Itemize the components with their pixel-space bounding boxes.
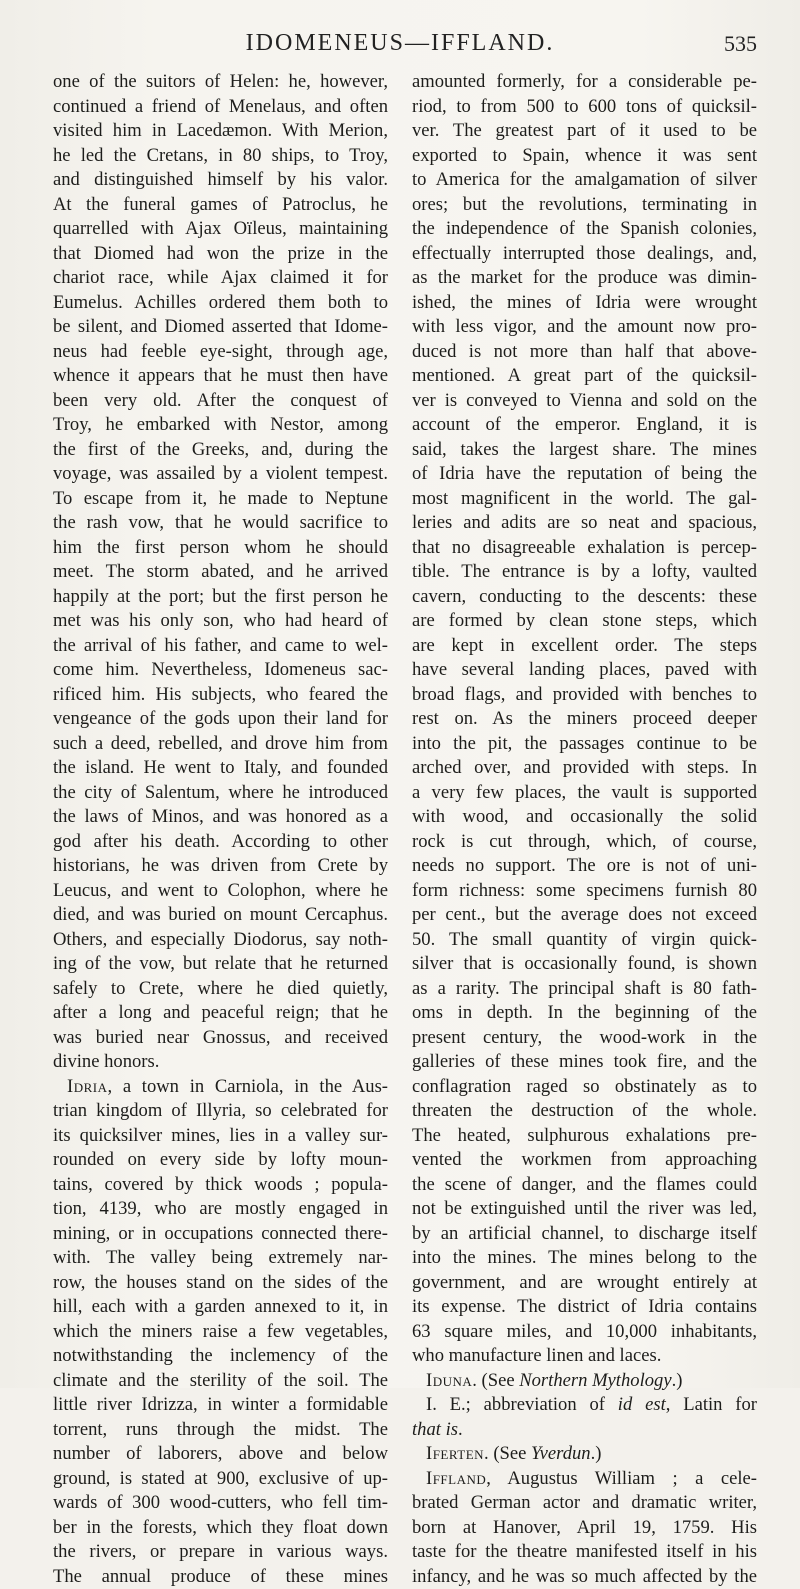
text-line: into the pit, the passages continue to be: [412, 732, 757, 757]
text-line: ished, the mines of Idria were wrought: [412, 291, 757, 316]
text-line: tible. The entrance is by a lofty, vaulted: [412, 560, 757, 585]
text-line: Others, and especially Diodorus, say noth-: [53, 928, 388, 953]
text-line: To escape from it, he made to Neptune: [53, 487, 388, 512]
text-line: such a deed, rebelled, and drove him from: [53, 732, 388, 757]
text-line: climate and the sterility of the soil. The: [53, 1369, 388, 1394]
text-line: by an artificial channel, to discharge itself: [412, 1222, 757, 1247]
text-line: 50. The small quantity of virgin quick-: [412, 928, 757, 953]
text-line: met was his only son, who had heard of: [53, 609, 388, 634]
text-line: oms in depth. In the beginning of the: [412, 1001, 757, 1026]
text-line: and distinguished himself by his valor.: [53, 168, 388, 193]
text-line: mentioned. A great part of the quicksil-: [412, 364, 757, 389]
text-line: effectually interrupted those dealings, and,: [412, 242, 757, 267]
left-column: [53, 70, 388, 1589]
text-line: been very old. After the conquest of: [53, 389, 388, 414]
text-line: was buried near Gnossus, and received: [53, 1026, 388, 1051]
text-line: mining, or in occupations connected there-: [53, 1222, 388, 1247]
text-line: 63 square miles, and 10,000 inhabitants,: [412, 1320, 757, 1345]
text-line: arched over, and provided with steps. In: [412, 756, 757, 781]
text-line: after a long and peaceful reign; that he: [53, 1001, 388, 1026]
text-line: form richness: some specimens furnish 80: [412, 879, 757, 904]
page-number: 535: [724, 31, 757, 57]
text-line: rest on. As the miners proceed deeper: [412, 707, 757, 732]
text-line: duced is not more than half that above-: [412, 340, 757, 365]
text-line: riod, to from 500 to 600 tons of quicksil-: [412, 95, 757, 120]
text-line: the arrival of his father, and came to wel-: [53, 634, 388, 659]
iffland-headword: Iffland: [426, 1468, 486, 1489]
text-line: rock is cut through, which, of course,: [412, 830, 757, 855]
text-line: ores; but the revolutions, terminating in: [412, 193, 757, 218]
text-line: broad flags, and provided with benches to: [412, 683, 757, 708]
text-line: with less vigor, and the amount now pro-: [412, 315, 757, 340]
text-line: the island. He went to Italy, and founded: [53, 756, 388, 781]
text-line: government, and are wrought entirely at: [412, 1271, 757, 1296]
text-line: the rash vow, that he would sacrifice to: [53, 511, 388, 536]
text-line: ber in the forests, which they float down: [53, 1516, 388, 1541]
text-line: one of the suitors of Helen: he, however,: [53, 70, 388, 95]
text-line: not be extinguished until the river was led,: [412, 1197, 757, 1222]
text-line: torrent, runs through the midst. The: [53, 1418, 388, 1443]
text-line: of Idria have the reputation of being the: [412, 462, 757, 487]
text-line: Eumelus. Achilles ordered them both to: [53, 291, 388, 316]
text-line: the first of the Greeks, and, during the: [53, 438, 388, 463]
text-line: vengeance of the gods upon their land for: [53, 707, 388, 732]
idria-entry: [53, 1075, 388, 1589]
text-line: quarrelled with Ajax Oïleus, maintaining: [53, 217, 388, 242]
text-line: into the mines. The mines belong to the: [412, 1246, 757, 1271]
ie-entry: I. E.; abbreviation of id est, Latin for: [412, 1393, 757, 1418]
text-line: him the first person whom he should: [53, 536, 388, 561]
iffland-first-line: Iffland, Augustus William ; a cele-: [412, 1467, 757, 1492]
text-line: cavern, conducting to the descents: these: [412, 585, 757, 610]
text-line: exported to Spain, whence it was sent: [412, 144, 757, 169]
idria-first-line: Idria, a town in Carniola, in the Aus-: [53, 1075, 388, 1100]
text-line: Leucus, and went to Colophon, where he: [53, 879, 388, 904]
text-line: with. The valley being extremely nar-: [53, 1246, 388, 1271]
text-line: divine honors.: [53, 1050, 388, 1075]
text-line: to America for the amalgamation of silver: [412, 168, 757, 193]
text-line: voyage, was assailed by a violent tempest.: [53, 462, 388, 487]
text-line: historians, he was driven from Crete by: [53, 854, 388, 879]
text-line: rounded on every side by lofty moun-: [53, 1148, 388, 1173]
text-line: silver that is occasionally found, is shown: [412, 952, 757, 977]
text-line: continued a friend of Menelaus, and often: [53, 95, 388, 120]
text-line: be silent, and Diomed asserted that Idome-: [53, 315, 388, 340]
text-line: have several landing places, paved with: [412, 658, 757, 683]
text-line: are kept in excellent order. The steps: [412, 634, 757, 659]
text-line: who manufacture linen and laces.: [412, 1344, 757, 1369]
text-line: needs no support. The ore is not of uni-: [412, 854, 757, 879]
text-line: tains, covered by thick woods ; popula-: [53, 1173, 388, 1198]
text-line: ing of the vow, but relate that he returned: [53, 952, 388, 977]
text-line: row, the houses stand on the sides of the: [53, 1271, 388, 1296]
ie-entry-continued: that is.: [412, 1418, 757, 1443]
right-column: [412, 70, 757, 1589]
text-line: ground, is stated at 900, exclusive of up-: [53, 1467, 388, 1492]
iferten-headword: Iferten: [426, 1443, 484, 1464]
idria-entry-continued: [412, 70, 757, 1369]
text-line: notwithstanding the inclemency of the: [53, 1344, 388, 1369]
text-line: are formed by clean stone steps, which: [412, 609, 757, 634]
text-line: meet. The storm abated, and he arrived: [53, 560, 388, 585]
text-line: the laws of Minos, and was honored as a: [53, 805, 388, 830]
text-line: The heated, sulphurous exhalations pre-: [412, 1124, 757, 1149]
text-line: the rivers, or prepare in various ways.: [53, 1540, 388, 1565]
text-line: brated German actor and dramatic writer,: [412, 1491, 757, 1516]
iduna-headword: Iduna: [426, 1370, 472, 1391]
text-line: said, takes the largest share. The mines: [412, 438, 757, 463]
text-line: chariot race, while Ajax claimed it for: [53, 266, 388, 291]
text-line: he led the Cretans, in 80 ships, to Troy,: [53, 144, 388, 169]
text-line: tion, 4139, who are mostly engaged in: [53, 1197, 388, 1222]
text-line: trian kingdom of Illyria, so celebrated for: [53, 1099, 388, 1124]
text-line: born at Hanover, April 19, 1759. His: [412, 1516, 757, 1541]
text-line: conflagration raged so obstinately as to: [412, 1075, 757, 1100]
text-line: god after his death. According to other: [53, 830, 388, 855]
text-line: come him. Nevertheless, Idomeneus sac-: [53, 658, 388, 683]
text-line: taste for the theatre manifested itself in his: [412, 1540, 757, 1565]
text-line: a very few places, the vault is supported: [412, 781, 757, 806]
text-line: amounted formerly, for a considerable pe-: [412, 70, 757, 95]
iferten-entry: Iferten. (See Yverdun.): [412, 1442, 757, 1467]
text-line: most magnificent in the world. The gal-: [412, 487, 757, 512]
text-line: account of the emperor. England, it is: [412, 413, 757, 438]
text-line: that no disagreeable exhalation is percep-: [412, 536, 757, 561]
text-line: its expense. The district of Idria contains: [412, 1295, 757, 1320]
text-line: neus had feeble eye-sight, through age,: [53, 340, 388, 365]
text-line: vented the workmen from approaching: [412, 1148, 757, 1173]
text-line: At the funeral games of Patroclus, he: [53, 193, 388, 218]
text-line: threaten the destruction of the whole.: [412, 1099, 757, 1124]
text-line: that Diomed had won the prize in the: [53, 242, 388, 267]
text-line: died, and was buried on mount Cercaphus.: [53, 903, 388, 928]
running-head: [0, 30, 800, 60]
text-line: rificed him. His subjects, who feared the: [53, 683, 388, 708]
text-line: with wood, and occasionally the solid: [412, 805, 757, 830]
text-line: as the market for the produce was dimin-: [412, 266, 757, 291]
text-line: its quicksilver mines, lies in a valley sur-: [53, 1124, 388, 1149]
text-line: leries and adits are so neat and spacious,: [412, 511, 757, 536]
text-line: Troy, he embarked with Nestor, among: [53, 413, 388, 438]
idomeneus-entry: [53, 70, 388, 1075]
text-line: hill, each with a garden annexed to it, in: [53, 1295, 388, 1320]
text-line: happily at the port; but the first person he: [53, 585, 388, 610]
text-line: The annual produce of these mines: [53, 1565, 388, 1589]
idria-headword: Idria: [67, 1076, 107, 1097]
iduna-entry: Iduna. (See Northern Mythology.): [412, 1369, 757, 1394]
text-line: visited him in Lacedæmon. With Merion,: [53, 119, 388, 144]
page-title: IDOMENEUS—IFFLAND.: [0, 30, 800, 57]
text-line: the city of Salentum, where he introduced: [53, 781, 388, 806]
text-line: number of laborers, above and below: [53, 1442, 388, 1467]
text-line: ver. The greatest part of it used to be: [412, 119, 757, 144]
text-line: ver is conveyed to Vienna and sold on the: [412, 389, 757, 414]
text-line: which the miners raise a few vegetables,: [53, 1320, 388, 1345]
iffland-entry: [412, 1467, 757, 1589]
text-line: little river Idrizza, in winter a formidable: [53, 1393, 388, 1418]
text-line: per cent., but the average does not exceed: [412, 903, 757, 928]
text-line: whence it appears that he must then have: [53, 364, 388, 389]
text-line: infancy, and he was so much affected by the: [412, 1565, 757, 1589]
text-line: present century, the wood-work in the: [412, 1026, 757, 1051]
text-line: as a rarity. The principal shaft is 80 fath-: [412, 977, 757, 1002]
text-line: galleries of these mines took fire, and the: [412, 1050, 757, 1075]
text-line: the scene of danger, and the flames could: [412, 1173, 757, 1198]
text-line: safely to Crete, where he died quietly,: [53, 977, 388, 1002]
text-line: wards of 300 wood-cutters, who fell tim-: [53, 1491, 388, 1516]
text-line: the independence of the Spanish colonies,: [412, 217, 757, 242]
